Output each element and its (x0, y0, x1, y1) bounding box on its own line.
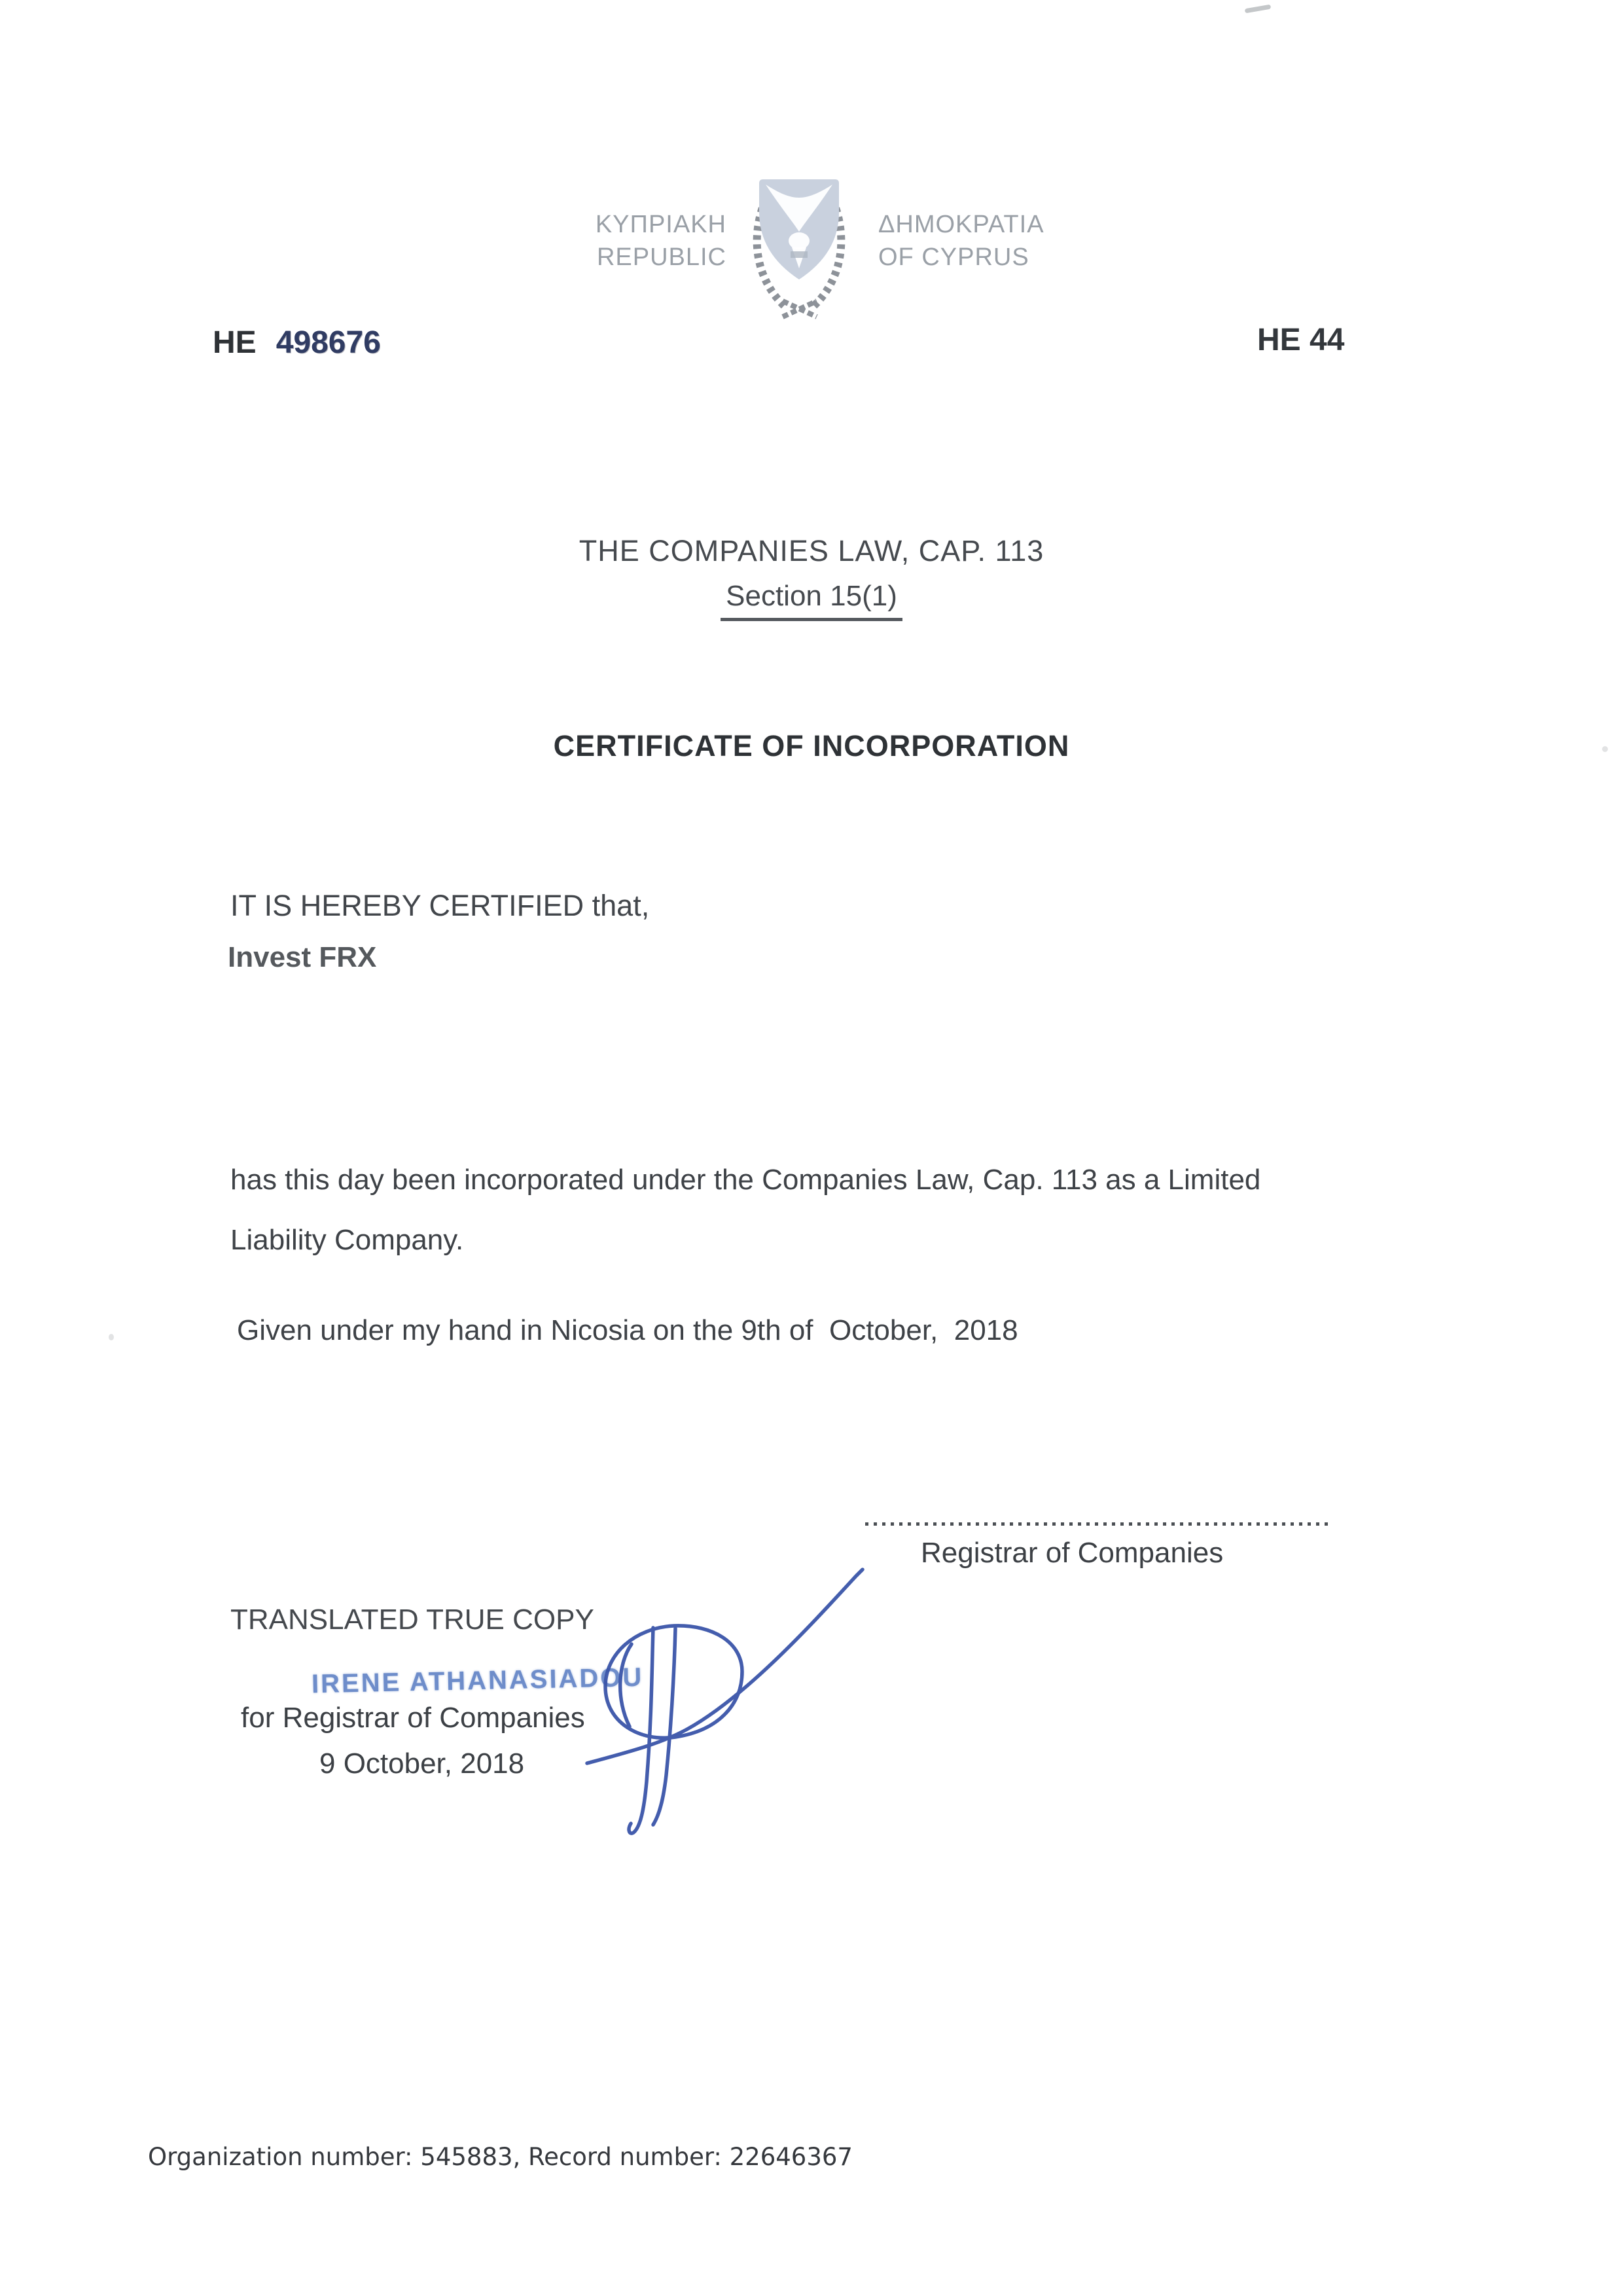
translated-true-copy-label: TRANSLATED TRUE COPY (230, 1604, 594, 1636)
registration-label: HE (213, 325, 257, 360)
registrar-signature (576, 1566, 942, 1847)
scan-artifact (1602, 746, 1608, 752)
emblem-text-left-line1: ΚΥΠΡΙΑΚΗ (595, 211, 726, 238)
certified-intro: IT IS HEREBY CERTIFIED that, (230, 889, 650, 922)
emblem-text-right-line1: ΔΗΜΟΚΡΑΤΙΑ (878, 211, 1044, 238)
scan-artifact (109, 1334, 114, 1340)
emblem-text-right (878, 208, 1044, 274)
certificate-title: CERTIFICATE OF INCORPORATION (553, 729, 1070, 762)
company-name: Invest FRX (228, 941, 377, 973)
organization-record-number: Organization number: 545883, Record number: 22646367 (148, 2143, 853, 2171)
year-mark (791, 251, 808, 258)
cyprus-coat-of-arms-icon (719, 171, 882, 325)
incorporation-paragraph-line1: has this day been incorporated under the Companies Law, Cap. 113 as a Limited (230, 1164, 1261, 1196)
incorporation-paragraph-line2: Liability Company. (230, 1224, 464, 1256)
registrar-of-companies-label: Registrar of Companies (921, 1537, 1224, 1569)
for-registrar-label: for Registrar of Companies (241, 1702, 585, 1734)
signature-vertical-stroke2 (653, 1628, 675, 1825)
signature-inner-arc (620, 1644, 632, 1727)
emblem-text-left-line2: REPUBLIC (596, 243, 726, 271)
section-reference (0, 580, 1623, 621)
signature-long-diagonal (587, 1570, 863, 1763)
scan-artifact (1245, 5, 1272, 14)
law-title: THE COMPANIES LAW, CAP. 113 (579, 534, 1044, 567)
registration-number: 498676 (276, 325, 381, 360)
crossed-stems (783, 301, 817, 317)
dove-body (789, 232, 810, 249)
signature-date: 9 October, 2018 (319, 1748, 525, 1780)
form-code: HE 44 (1257, 323, 1345, 357)
emblem-text-left (537, 208, 726, 274)
given-under-hand-line: Given under my hand in Nicosia on the 9th of October, 2018 (237, 1314, 1018, 1346)
section-reference-text: Section 15(1) (721, 580, 902, 621)
company-registration-number (213, 325, 381, 361)
signature-dotted-line (865, 1522, 1329, 1526)
registrar-name-stamp: IRENE ATHANASIADOU (311, 1662, 644, 1699)
emblem-text-right-line2: OF CYPRUS (878, 243, 1029, 271)
